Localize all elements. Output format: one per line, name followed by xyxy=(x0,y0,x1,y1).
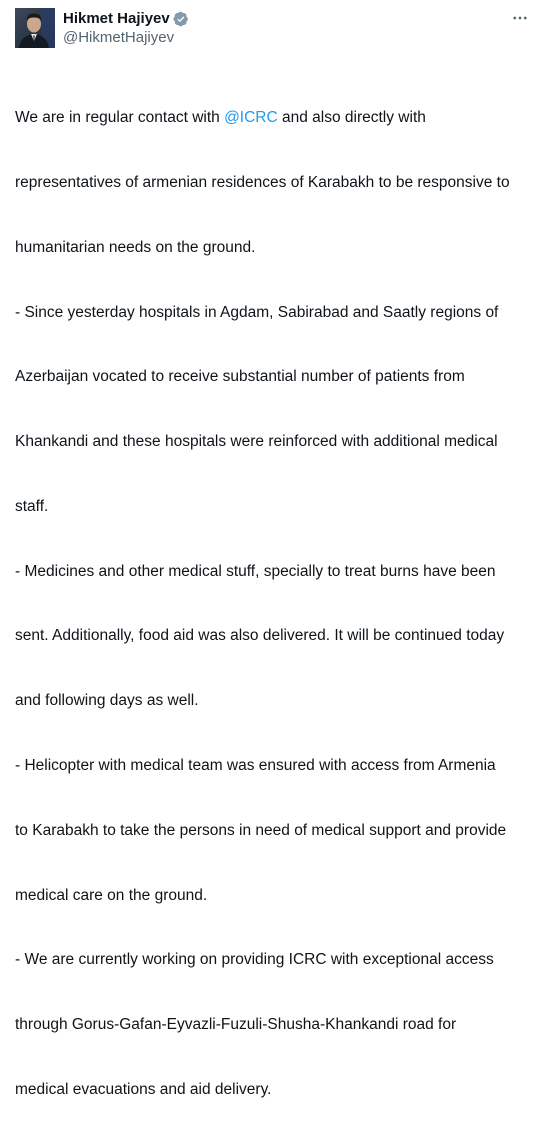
user-avatar-icon xyxy=(15,8,55,48)
tweet-line: through Gorus-Gafan-Eyvazli-Fuzuli-Shusha-Khankandi road for xyxy=(15,1016,457,1034)
tweet-line: - We are currently working on providing ICRC with exceptional access xyxy=(15,951,494,969)
tweet-line: staff. xyxy=(15,497,49,515)
tweet-text xyxy=(15,64,530,1144)
tweet-line: representatives of armenian residences of Karabakh to be responsive to xyxy=(15,173,510,191)
tweet-line: medical evacuations and aid delivery. xyxy=(15,1080,272,1098)
author-names xyxy=(63,9,189,47)
tweet-line: humanitarian needs on the ground. xyxy=(15,238,256,256)
more-options-icon[interactable] xyxy=(510,8,530,28)
avatar[interactable] xyxy=(15,8,55,48)
tweet-line: and following days as well. xyxy=(15,692,199,710)
author-display-name[interactable]: Hikmet Hajiyev xyxy=(63,10,170,27)
tweet-line: medical care on the ground. xyxy=(15,886,208,904)
tweet-line: - Since yesterday hospitals in Agdam, Sabirabad and Saatly regions of xyxy=(15,303,499,321)
tweet-line: Khankandi and these hospitals were reinforced with additional medical xyxy=(15,433,498,451)
tweet-text-segment: and also directly with xyxy=(277,109,426,127)
tweet-text-segment: We are in regular contact with xyxy=(15,109,225,127)
tweet-line: - Helicopter with medical team was ensured with access from Armenia xyxy=(15,757,496,774)
tweet-line: - Medicines and other medical stuff, specially to treat burns have been xyxy=(15,562,496,580)
tweet-line: Azerbaijan vocated to receive substantial number of patients from xyxy=(15,368,465,386)
name-row xyxy=(63,9,189,28)
mention-link[interactable]: @ICRC xyxy=(224,109,278,127)
tweet-line: to Karabakh to take the persons in need of medical support and provide xyxy=(15,821,507,839)
author-handle[interactable]: @HikmetHajiyev xyxy=(63,29,175,46)
tweet-line: sent. Additionally, food aid was also delivered. It will be continued today xyxy=(15,627,505,645)
verified-badge-icon xyxy=(173,11,189,27)
tweet-line xyxy=(15,107,530,129)
tweet-header xyxy=(15,8,530,48)
